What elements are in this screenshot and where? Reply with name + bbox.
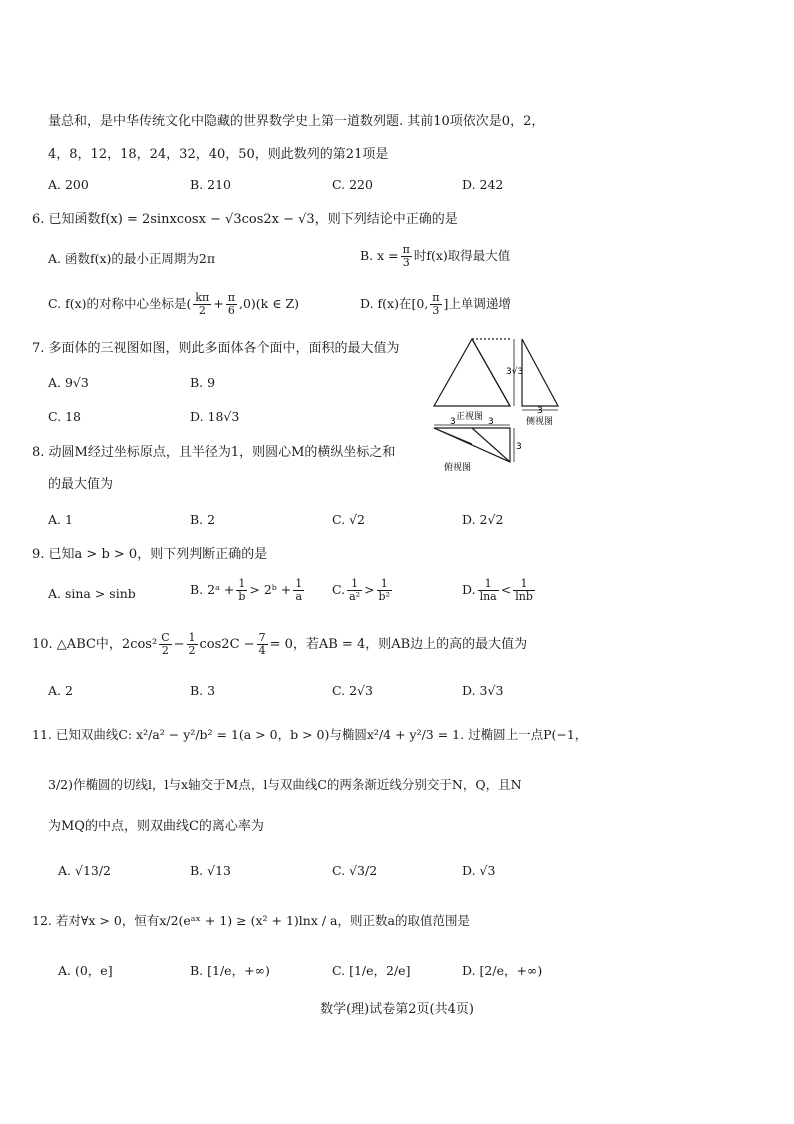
q6-option-d: D. f(x)在[0, $\frac{\pi}{3}$ ]上单调递增 <box>360 291 511 317</box>
q7-option-c: C. 18 <box>48 409 81 424</box>
q6-option-b: B. x = $\frac{\pi}{3}$ 时f(x)取得最大值 <box>360 243 511 269</box>
q12-option-d: D. [2/e，+∞) <box>462 963 543 978</box>
q12-option-a: A. (0，e] <box>58 963 113 978</box>
side-view-label: 侧视图 <box>526 417 554 427</box>
q8-option-c: C. √2 <box>332 512 365 527</box>
q12-stem: 12. 若对∀x > 0，恒有x/2(eᵃˣ + 1) ≥ (x² + 1)lnx / a，则正数a的取值范围是 <box>32 913 470 928</box>
q10-option-c: C. 2√3 <box>332 683 373 698</box>
top-dim-3c: 3 <box>516 442 522 452</box>
q11-option-a: A. √13/2 <box>58 863 112 878</box>
q11-option-d: D. √3 <box>462 863 496 878</box>
q9-option-a: A. sina > sinb <box>48 586 136 601</box>
page-footer: 数学(理)试卷第2页(共4页) <box>320 1002 474 1017</box>
q5-stem-line1: 量总和，是中华传统文化中隐藏的世界数学史上第一道数列题. 其前10项依次是0，2， <box>48 114 545 129</box>
q5-stem-line2: 4，8，12，18，24，32，40，50，则此数列的第21项是 <box>48 147 389 162</box>
q6-stem: 6. 已知函数f(x) = 2sinxcosx − √3cos2x − √3，则下列结论中正确的是 <box>32 212 458 227</box>
q12-option-c: C. [1/e，2/e] <box>332 963 411 978</box>
q8-option-d: D. 2√2 <box>462 512 504 527</box>
q8-stem-line1: 8. 动圆M经过坐标原点，且半径为1，则圆心M的横纵坐标之和 <box>32 445 396 460</box>
q6-option-c: C. f(x)的对称中心坐标是( $\frac{k\pi}{2}$ + $\frac{\pi}{6}$ ,0)(k ∈ Z) <box>48 291 300 317</box>
three-view-figure <box>428 334 588 474</box>
top-dim-3a: 3 <box>450 417 456 427</box>
q12-option-b: B. [1/e，+∞) <box>190 963 270 978</box>
q10-option-a: A. 2 <box>48 683 73 698</box>
q8-stem-line2: 的最大值为 <box>48 477 114 492</box>
q8-option-a: A. 1 <box>48 512 73 527</box>
side-view <box>522 339 558 406</box>
q7-option-d: D. 18√3 <box>190 409 240 424</box>
q11-option-c: C. √3/2 <box>332 863 378 878</box>
q5-option-d: D. 242 <box>462 177 504 192</box>
q11-option-b: B. √13 <box>190 863 232 878</box>
q9-option-c: C. $\frac{1}{\text{a²}}$ > $\frac{1}{\text{b²}}$ <box>332 577 390 603</box>
q9-option-b: B. 2ᵃ + $\frac{1}{b}$ > 2ᵇ + $\frac{1}{a}$ <box>190 577 303 603</box>
q5-option-b: B. 210 <box>190 177 231 192</box>
q7-option-a: A. 9√3 <box>48 375 89 390</box>
q11-stem-line2: 3/2)作椭圆的切线l，l与x轴交于M点，l与双曲线C的两条渐近线分别交于N，Q，且N <box>48 777 522 792</box>
top-dim-3b: 3 <box>488 417 494 427</box>
side-dim-3: 3 <box>537 406 543 416</box>
front-view-label: 正视图 <box>456 412 484 422</box>
top-view-label: 俯视图 <box>444 463 472 473</box>
q8-option-b: B. 2 <box>190 512 216 527</box>
q5-option-a: A. 200 <box>48 177 89 192</box>
top-view <box>434 428 510 462</box>
dim-3root3: 3√3 <box>506 367 524 377</box>
q10-option-b: B. 3 <box>190 683 216 698</box>
q11-stem-line3: 为MQ的中点，则双曲线C的离心率为 <box>48 819 264 834</box>
q9-stem: 9. 已知a > b > 0，则下列判断正确的是 <box>32 547 268 562</box>
q7-option-b: B. 9 <box>190 375 216 390</box>
q6-option-a: A. 函数f(x)的最小正周期为2π <box>48 251 216 266</box>
q10-option-d: D. 3√3 <box>462 683 504 698</box>
q7-stem: 7. 多面体的三视图如图，则此多面体各个面中，面积的最大值为 <box>32 341 400 356</box>
front-view <box>434 339 510 406</box>
q5-option-c: C. 220 <box>332 177 373 192</box>
q9-option-d: D. $\frac{1}{\ln a}$ < $\frac{1}{\ln b}$ <box>462 577 533 603</box>
q10-stem: 10. △ABC中，2cos² $\frac{C}{2}$ − $\frac{1}{2}$ cos2C − $\frac{7}{4}$ = 0，若AB = 4，则AB边上的高的最大值为 <box>32 631 528 657</box>
q11-stem-line1: 11. 已知双曲线C: x²/a² − y²/b² = 1(a > 0，b > 0)与椭圆x²/4 + y²/3 = 1. 过椭圆上一点P(−1， <box>32 727 588 742</box>
